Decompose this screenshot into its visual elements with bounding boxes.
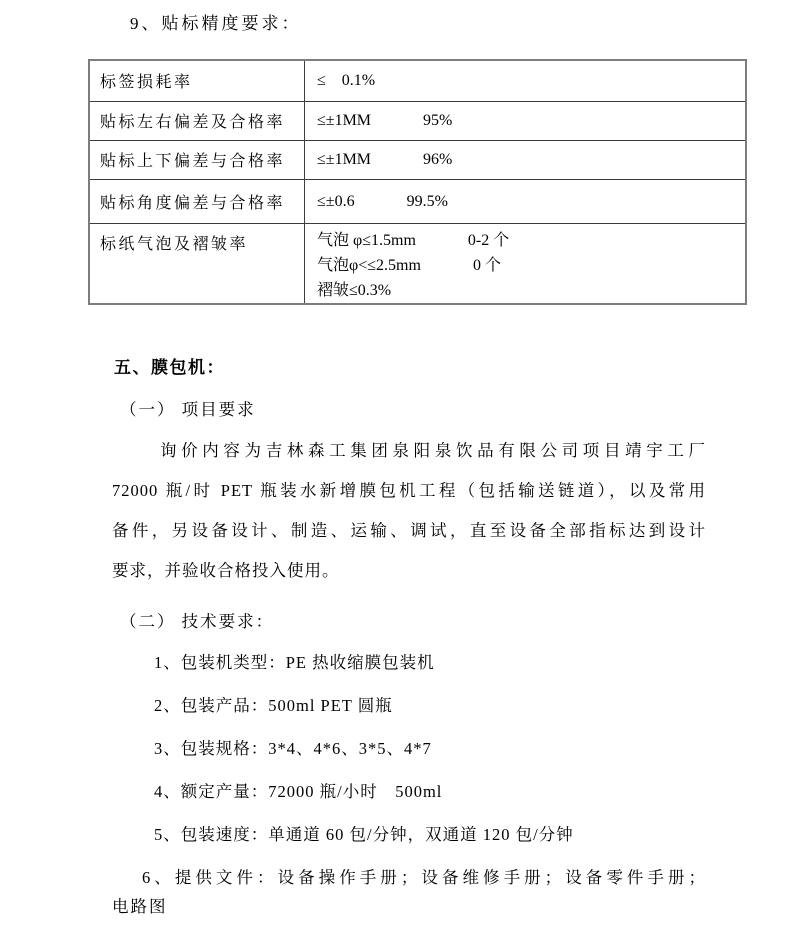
subsection-technical-requirements-heading: （二） 技术要求： <box>120 612 275 631</box>
spec-value-cell <box>305 223 747 304</box>
spec-text: ≤ 0.1% <box>317 72 376 90</box>
spec-value-line <box>317 253 741 278</box>
spec-value-line <box>317 228 741 253</box>
subsection-project-requirements-heading: （一） 项目要求 <box>120 400 256 419</box>
spec-value-cell <box>305 140 747 179</box>
spec-label-cell: 贴标左右偏差及合格率 <box>89 101 305 140</box>
spec-table-row <box>89 60 746 101</box>
rate-text: 0-2 个 <box>467 231 510 249</box>
spec-label-cell: 标签损耗率 <box>89 60 305 101</box>
spec-table-row <box>89 101 746 140</box>
paragraph-line: 72000 瓶/时 PET 瓶装水新增膜包机工程（包括输送链道），以及常用 <box>112 481 706 500</box>
rate-text: 95% <box>423 112 453 129</box>
spec-table-row <box>89 179 746 223</box>
spec-table-row <box>89 223 746 304</box>
spec-text: 褶皱≤0.3% <box>317 281 392 299</box>
spec-value-line <box>317 68 741 93</box>
tech-requirement-item: 2、包装产品：500ml PET 圆瓶 <box>154 696 393 715</box>
labeling-precision-table <box>88 59 747 305</box>
rate-text: 0 个 <box>472 256 501 274</box>
spec-table-body <box>89 60 746 304</box>
paragraph-line: 询价内容为吉林森工集团泉阳泉饮品有限公司项目靖宇工厂 <box>160 441 706 460</box>
spec-table-row <box>89 140 746 179</box>
spec-text: 气泡φ<≤2.5mm <box>317 256 421 274</box>
spec-label-cell: 标纸气泡及褶皱率 <box>89 223 305 304</box>
spec-value-cell <box>305 101 747 140</box>
spec-value-line <box>317 189 741 214</box>
spec-value-cell <box>305 60 747 101</box>
spec-label-cell: 贴标角度偏差与合格率 <box>89 179 305 223</box>
section5-heading: 五、膜包机： <box>114 358 225 377</box>
spec-text: ≤±0.6 <box>317 192 355 210</box>
spec-value-cell <box>305 179 747 223</box>
paragraph-line: 要求，并验收合格投入使用。 <box>112 561 340 580</box>
spec-text: ≤±1MM <box>317 112 372 129</box>
paragraph-line: 备件，另设备设计、制造、运输、调试，直至设备全部指标达到设计 <box>112 521 706 540</box>
continuation-line: 电路图 <box>112 897 168 916</box>
project-requirements-paragraph <box>112 440 706 581</box>
section5-content <box>112 357 706 917</box>
tech-requirement-item: 5、包装速度：单通道 60 包/分钟，双通道 120 包/分钟 <box>154 825 574 844</box>
tech-requirement-item: 6、提供文件：设备操作手册；设备维修手册；设备零件手册； <box>142 868 706 887</box>
tech-requirement-item: 1、包装机类型：PE 热收缩膜包装机 <box>154 653 435 672</box>
spec-label-cell: 贴标上下偏差与合格率 <box>89 140 305 179</box>
spec-value-line <box>317 108 741 133</box>
spec-value-line <box>317 147 741 172</box>
spec-text: 气泡 φ≤1.5mm <box>317 231 416 249</box>
technical-requirements-list <box>112 652 706 888</box>
tech-requirement-item: 4、额定产量：72000 瓶/小时 500ml <box>154 782 443 801</box>
tech-requirement-item: 3、包装规格：3*4、4*6、3*5、4*7 <box>154 739 432 758</box>
spec-value-line <box>317 278 741 303</box>
spec-text: ≤±1MM <box>317 151 372 168</box>
rate-text: 99.5% <box>406 192 448 210</box>
rate-text: 96% <box>423 151 453 168</box>
section9-title: 9、贴标精度要求： <box>130 14 302 33</box>
